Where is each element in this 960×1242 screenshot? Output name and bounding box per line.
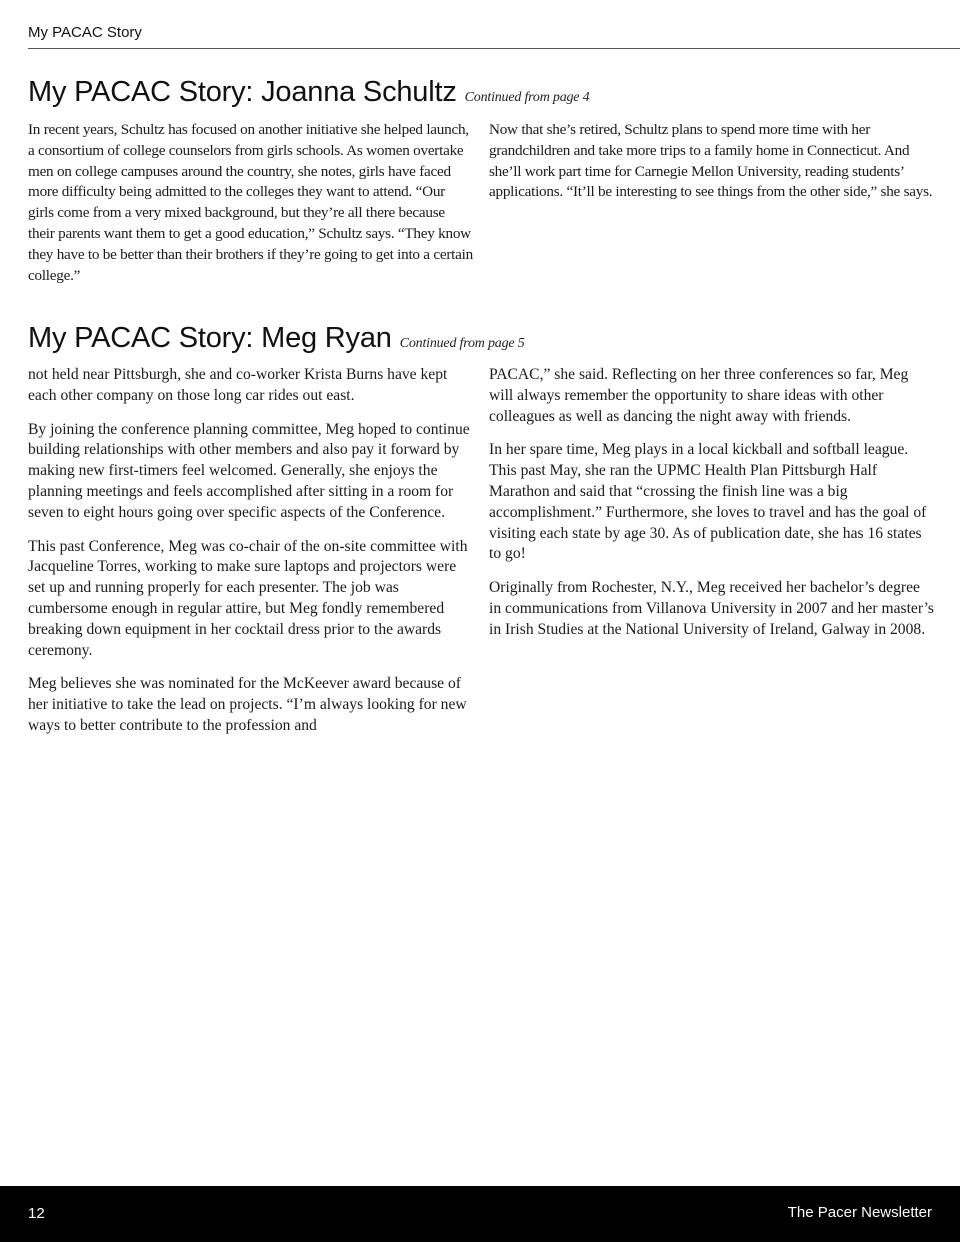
story1-right-column (489, 120, 934, 216)
page-number: 12 (28, 1205, 45, 1222)
paragraph: This past Conference, Meg was co-chair of the on-site committee with Jacqueline Torres, working to make sure laptops and projectors were set up and running properly for each presenter. The job was cumbersome enough in regular attire, but Meg fondly remembered breaking down equipment in her cocktail dress prior to the awards ceremony. (28, 537, 468, 659)
publication-name: The Pacer Newsletter (787, 1204, 932, 1221)
page-footer (0, 1186, 960, 1242)
paragraph: In her spare time, Meg plays in a local kickball and softball league. This past May, she ran the UPMC Health Plan Pittsburgh Half Marathon and said that “crossing the finish line was a big accomplishment.” Furthermore, she loves to travel and has the goal of visiting each state by age 30. As of publication date, she has 16 states to go! (489, 441, 927, 563)
story-title-schultz (28, 76, 589, 109)
running-header: My PACAC Story (28, 24, 142, 41)
paragraph: Now that she’s retired, Schultz plans to spend more time with her grandchildren and take more trips to a family home in Connecticut. And she’ll work part time for Carnegie Mellon University, reading students’ applications. “It’ll be interesting to see things from the other side,” she says. (489, 121, 933, 201)
paragraph: Originally from Rochester, N.Y., Meg received her bachelor’s degree in communications from Villanova University in 2007 and her master’s in Irish Studies at the National University of Ireland, Galway in 2008. (489, 579, 934, 638)
paragraph: not held near Pittsburgh, she and co-worker Krista Burns have kept each other company on those long car rides out east. (28, 366, 448, 404)
header-rule (28, 48, 960, 49)
continued-note: Continued from page 5 (399, 336, 525, 351)
story-title-text: My PACAC Story: Joanna Schultz (28, 76, 457, 108)
story-title-text: My PACAC Story: Meg Ryan (28, 322, 392, 354)
story1-left-column (28, 120, 473, 299)
paragraph: In recent years, Schultz has focused on another initiative she helped launch, a consortium of college counselors from girls schools. As women overtake men on college campuses around the country, she notes, girls have faced more difficulty being admitted to the colleges they want to attend. “Our girls come from a very mixed background, but they’re all there because their parents want them to get a good education,” Schultz says. “They know they have to be better than their brothers if they’re going to get into a certain college.” (28, 121, 473, 284)
continued-note: Continued from page 4 (464, 90, 590, 105)
paragraph: PACAC,” she said. Reflecting on her three conferences so far, Meg will always remember the opportunity to share ideas with other colleagues as well as dancing the night away with friends. (489, 366, 909, 425)
story2-right-column (489, 365, 934, 654)
story-title-ryan (28, 322, 525, 355)
paragraph: By joining the conference planning committee, Meg hoped to continue building relationships with other members and also pay it forward by making new first-timers feel welcomed. Generally, she enjoys the planning meetings and feels accomplished after sitting in a room for seven to eight hours going over specific aspects of the Conference. (28, 420, 470, 521)
story2-left-column (28, 365, 473, 750)
paragraph: Meg believes she was nominated for the McKeever award because of her initiative to take the lead on projects. “I’m always looking for new ways to better contribute to the profession and (28, 675, 467, 734)
